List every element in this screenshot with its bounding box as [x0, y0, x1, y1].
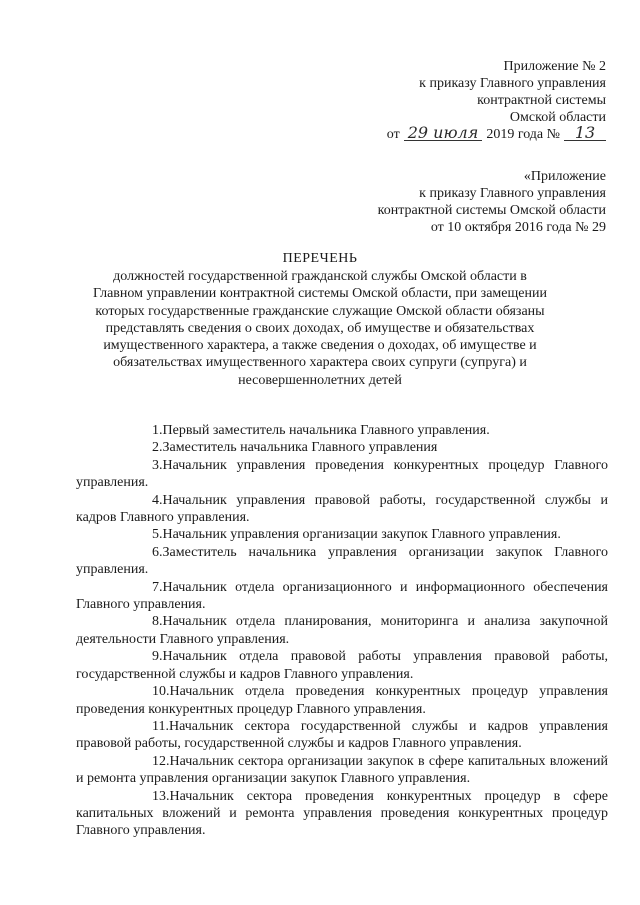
- list-item: [76, 526, 608, 543]
- list-item: [76, 648, 608, 683]
- item-text: Начальник сектора проведения конкурентных процедур в сфере капитальных вложений и ремонта управления проведения конкурентных процедур Главного управления.: [76, 788, 608, 839]
- list-item: [76, 753, 608, 788]
- document-subtitle: должностей государственной гражданской службы Омской области в Главном управлении контрактной системы Омской области, при замещении которых государственные гражданские служащие Омской области обязаны представлять сведения о своих доходах, об имуществе и обязательствах имущественного характера, а также сведения о доходах, об имуществе и обязательствах имущественного характера своих супруги (супруга) и несовершеннолетних детей: [93, 269, 547, 388]
- appendix-line-2: к приказу Главного управления: [419, 76, 606, 91]
- positions-list: [76, 422, 608, 840]
- list-item: [76, 718, 608, 753]
- item-text: Заместитель начальника управления организации закупок Главного управления.: [76, 544, 608, 578]
- item-text: Первый заместитель начальника Главного управления.: [162, 423, 490, 438]
- list-item: [76, 492, 608, 527]
- orig-appendix-line-2: к приказу Главного управления: [419, 186, 606, 201]
- item-number: 6.: [152, 544, 163, 560]
- item-number: 2.: [152, 440, 163, 456]
- item-number: 8.: [152, 614, 163, 630]
- orig-appendix-line-1: «Приложение: [523, 169, 606, 184]
- item-text: Начальник отдела правовой работы управления правовой работы, государственной службы и кадров Главного управления.: [76, 649, 608, 682]
- item-number: 13.: [152, 788, 170, 804]
- handwritten-number: 13: [564, 126, 606, 141]
- list-item: [76, 457, 608, 492]
- orig-appendix-line-3: контрактной системы Омской области: [377, 203, 606, 218]
- item-number: 1.: [152, 423, 163, 438]
- item-text: Начальник сектора организации закупок в сфере капитальных вложений и ремонта управления организации закупок Главного управления.: [76, 753, 608, 787]
- from-label: от: [386, 127, 400, 142]
- list-item: [76, 613, 608, 648]
- appendix-header: [387, 58, 606, 143]
- item-number: 11.: [152, 718, 169, 734]
- original-appendix-header: [378, 168, 606, 236]
- item-text: Начальник управления правовой работы, государственной службы и кадров Главного управления.: [76, 492, 608, 526]
- list-item: [76, 788, 608, 840]
- appendix-line-1: Приложение № 2: [503, 59, 606, 74]
- item-text: Заместитель начальника Главного управления: [162, 440, 438, 456]
- handwritten-date: 29 июля: [404, 126, 483, 141]
- item-number: 4.: [152, 492, 163, 508]
- item-number: 9.: [152, 649, 163, 665]
- appendix-line-4: Омской области: [509, 110, 606, 125]
- item-text: Начальник отдела проведения конкурентных процедур управления проведения конкурентных процедур Главного управления.: [76, 684, 608, 717]
- orig-appendix-line-4: от 10 октября 2016 года № 29: [430, 220, 606, 235]
- item-number: 10.: [152, 684, 170, 700]
- item-text: Начальник управления организации закупок Главного управления.: [162, 527, 561, 543]
- order-date-line: [386, 123, 606, 143]
- item-text: Начальник сектора государственной службы и кадров управления правовой работы, государственной службы и кадров Главного управления.: [76, 718, 608, 752]
- list-item: [76, 544, 608, 579]
- item-text: Начальник отдела организационного и информационного обеспечения Главного управления.: [76, 579, 608, 613]
- list-item: [76, 422, 608, 439]
- list-item: [76, 683, 608, 718]
- list-item: [76, 579, 608, 614]
- document-title: ПЕРЕЧЕНЬ: [282, 251, 358, 266]
- item-text: Начальник управления проведения конкурентных процедур Главного управления.: [76, 457, 608, 491]
- item-number: 7.: [152, 579, 163, 595]
- year-label: 2019 года №: [486, 127, 560, 142]
- list-item: [76, 439, 608, 456]
- item-number: 5.: [152, 527, 163, 543]
- item-text: Начальник отдела планирования, мониторинга и анализа закупочной деятельности Главного управления.: [76, 614, 608, 647]
- item-number: 12.: [152, 753, 170, 769]
- appendix-line-3: контрактной системы: [477, 93, 606, 108]
- item-number: 3.: [152, 457, 163, 473]
